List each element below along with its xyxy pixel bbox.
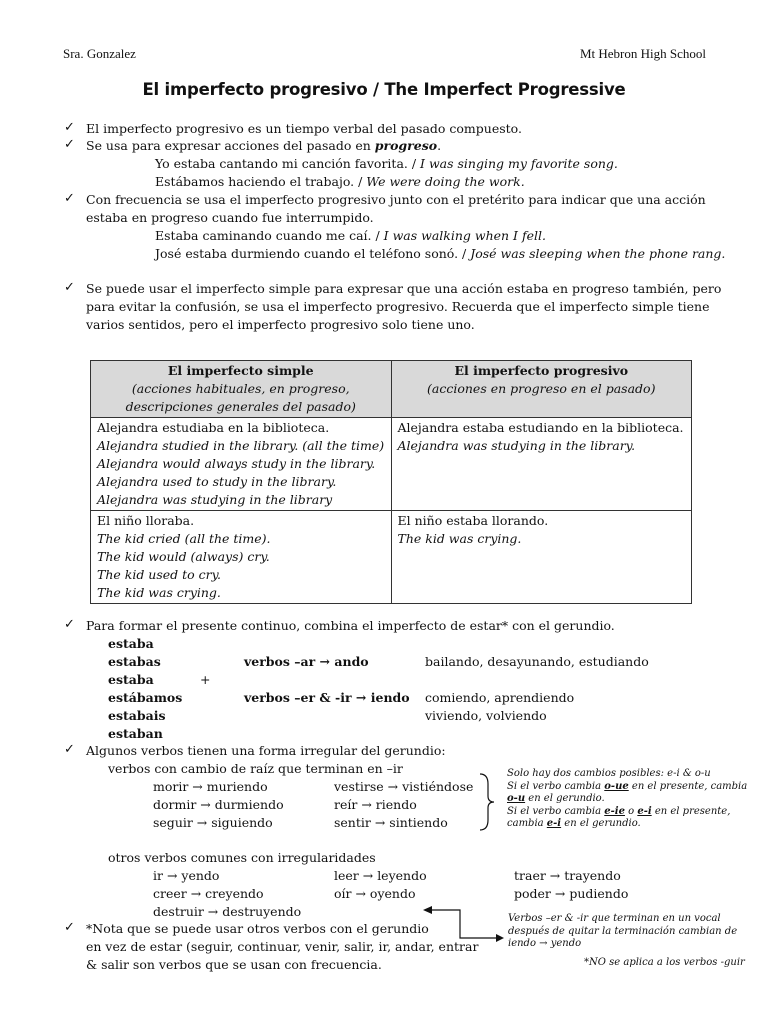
example-2-es: Estábamos haciendo el trabajo. / — [155, 174, 367, 189]
note-line — [507, 781, 747, 794]
cell-line: The kid used to cry. — [97, 567, 222, 582]
note-part: en el presente, — [651, 805, 731, 817]
gerund-pair: oír → oyendo — [334, 886, 416, 901]
gerund-pair: destruir → destruyendo — [153, 904, 302, 919]
note-line: iendo → yendo — [508, 938, 582, 949]
estar-form: estaban — [108, 726, 163, 741]
gerund-pair: dormir → durmiendo — [153, 797, 284, 812]
note-part: o-ue — [604, 780, 629, 792]
cell-line: The kid was crying. — [97, 585, 221, 600]
stem-change-heading: verbos con cambio de raíz que terminan en –ir — [108, 761, 403, 776]
plus-sign: + — [200, 672, 211, 687]
cell-line: Alejandra used to study in the library. — [97, 474, 337, 489]
check-icon: ✓ — [64, 137, 75, 152]
cell-line: El niño estaba llorando. — [397, 513, 549, 528]
note-part: en el presente, cambia — [628, 780, 748, 792]
estar-form: estabais — [108, 708, 166, 723]
gerund-pair: poder → pudiendo — [514, 886, 629, 901]
bullet-2-pre: Se usa para expresar acciones del pasado en — [86, 138, 375, 153]
page-title: El imperfecto progresivo / The Imperfect Progressive — [142, 80, 626, 99]
header-subtitle: descripciones generales del pasado) — [125, 399, 356, 414]
school-name: Mt Hebron High School — [579, 46, 706, 61]
note-part: e-i — [637, 805, 652, 817]
example-3 — [155, 227, 546, 245]
note-part: e-ie — [604, 805, 625, 817]
bullet-3-line-2: estaba en progreso cuando fue interrumpido. — [86, 210, 374, 225]
header-subtitle: (acciones en progreso en el pasado) — [427, 381, 656, 396]
gerund-pair: traer → trayendo — [514, 868, 621, 883]
table-cell — [91, 418, 392, 511]
gerund-pair: leer → leyendo — [334, 868, 427, 883]
bullet-2-emphasis: progreso — [374, 138, 438, 153]
example-1-en: I was singing my favorite song. — [420, 156, 618, 171]
ar-rule: verbos –ar → ando — [244, 654, 369, 669]
cell-line: The kid would (always) cry. — [97, 549, 270, 564]
bullet-4-line-3: varios sentidos, pero el imperfecto progresivo solo tiene uno. — [86, 317, 475, 332]
check-icon: ✓ — [64, 742, 75, 757]
cell-line: El niño lloraba. — [97, 513, 195, 528]
guir-exception-note: *NO se aplica a los verbos -guir — [584, 957, 745, 968]
table-cell — [391, 511, 692, 604]
cell-line: Alejandra was studying in the library — [97, 492, 333, 507]
curly-brace-icon — [478, 772, 496, 832]
header-subtitle: (acciones habituales, en progreso, — [131, 381, 350, 396]
cell-line: Alejandra estudiaba en la biblioteca. — [97, 420, 330, 435]
forming-intro: Para formar el presente continuo, combina el imperfecto de estar* con el gerundio. — [86, 618, 615, 633]
note-line: después de quitar la terminación cambian de — [508, 925, 738, 937]
bullet-4-line-2: para evitar la confusión, se usa el imperfecto progresivo. Recuerda que el imperfecto simple tiene — [86, 299, 710, 314]
example-4-en: José was sleeping when the phone rang. — [470, 246, 726, 261]
note-part: en el gerundio. — [525, 793, 605, 804]
ar-examples: bailando, desayunando, estudiando — [425, 654, 649, 669]
er-ir-examples: comiendo, aprendiendo — [425, 690, 575, 705]
other-irregular-heading: otros verbos comunes con irregularidades — [108, 850, 376, 865]
estar-form: estabas — [108, 654, 161, 669]
gerund-pair: seguir → siguiendo — [153, 815, 273, 830]
gerund-pair: ir → yendo — [153, 868, 220, 883]
bullet-1-text: El imperfecto progresivo es un tiempo verbal del pasado compuesto. — [86, 121, 522, 136]
note-part: en el gerundio. — [561, 818, 641, 829]
note-line: Solo hay dos cambios posibles: e-i & o-u — [507, 768, 711, 779]
gerund-pair: creer → creyendo — [153, 886, 264, 901]
note-part: Si el verbo cambia — [507, 805, 605, 817]
gerund-pair: vestirse → vistiéndose — [334, 779, 474, 794]
irregular-intro: Algunos verbos tienen una forma irregular del gerundio: — [86, 743, 446, 758]
estar-form: estaba — [108, 636, 154, 651]
check-icon: ✓ — [64, 280, 75, 295]
example-4-es: José estaba durmiendo cuando el teléfono sonó. / — [155, 246, 471, 261]
table-row — [91, 511, 692, 604]
note-part: e-i — [546, 818, 562, 829]
example-2 — [155, 173, 525, 191]
example-3-en: I was walking when I fell. — [383, 228, 546, 243]
estar-form: estaba — [108, 672, 154, 687]
table-header-simple — [91, 361, 392, 418]
cell-line: Alejandra was studying in the library. — [397, 438, 636, 453]
header-title: El imperfecto simple — [167, 363, 314, 378]
note-part: o-u — [507, 793, 526, 804]
example-2-en: We were doing the work. — [366, 174, 525, 189]
table-cell — [91, 511, 392, 604]
example-4 — [155, 245, 725, 263]
comparison-table — [90, 360, 692, 604]
cell-line: The kid cried (all the time). — [97, 531, 271, 546]
note-part: o — [624, 805, 638, 817]
check-icon: ✓ — [64, 920, 75, 935]
check-icon: ✓ — [64, 120, 75, 135]
final-note-line-3: & salir son verbos que se usan con frecuencia. — [86, 957, 382, 972]
bullet-2-text — [86, 137, 441, 155]
check-icon: ✓ — [64, 617, 75, 632]
table-header-row — [91, 361, 692, 418]
bullet-4-line-1: Se puede usar el imperfecto simple para expresar que una acción estaba en progreso también, pero — [86, 281, 722, 296]
note-part: cambia — [507, 818, 547, 829]
cell-line: Alejandra would always study in the library. — [97, 456, 376, 471]
teacher-name: Sra. Gonzalez — [63, 46, 136, 61]
header-title: El imperfecto progresivo — [454, 363, 629, 378]
gerund-pair: sentir → sintiendo — [334, 815, 448, 830]
check-icon: ✓ — [64, 191, 75, 206]
er-ir-examples: viviendo, volviendo — [425, 708, 547, 723]
example-1 — [155, 155, 618, 173]
cell-line: The kid was crying. — [397, 531, 522, 546]
estar-form: estábamos — [108, 690, 183, 705]
note-line — [507, 806, 747, 819]
gerund-pair: morir → muriendo — [153, 779, 268, 794]
gerund-pair: reír → riendo — [334, 797, 417, 812]
vowel-ending-note — [508, 913, 737, 951]
cell-line: Alejandra studied in the library. (all the time) — [97, 438, 385, 453]
example-1-es: Yo estaba cantando mi canción favorita. / — [155, 156, 421, 171]
table-cell — [391, 418, 692, 511]
stem-change-note — [507, 768, 747, 831]
note-line — [507, 818, 747, 831]
final-note-line-2: en vez de estar (seguir, continuar, venir, salir, ir, andar, entrar — [86, 939, 479, 954]
note-part: Si el verbo cambia — [507, 780, 605, 792]
example-3-es: Estaba caminando cuando me caí. / — [155, 228, 384, 243]
cell-line: Alejandra estaba estudiando en la biblioteca. — [397, 420, 684, 435]
table-row — [91, 418, 692, 511]
bullet-2-post: . — [437, 138, 442, 153]
table-header-progressive — [391, 361, 692, 418]
bullet-3-line-1: Con frecuencia se usa el imperfecto progresivo junto con el pretérito para indicar que una acción — [86, 192, 706, 207]
note-line — [507, 793, 747, 806]
note-line: Verbos –er & -ir que terminan en un vocal — [508, 913, 721, 924]
er-ir-rule: verbos –er & -ir → iendo — [244, 690, 410, 705]
final-note-line-1: *Nota que se puede usar otros verbos con el gerundio — [86, 921, 429, 936]
